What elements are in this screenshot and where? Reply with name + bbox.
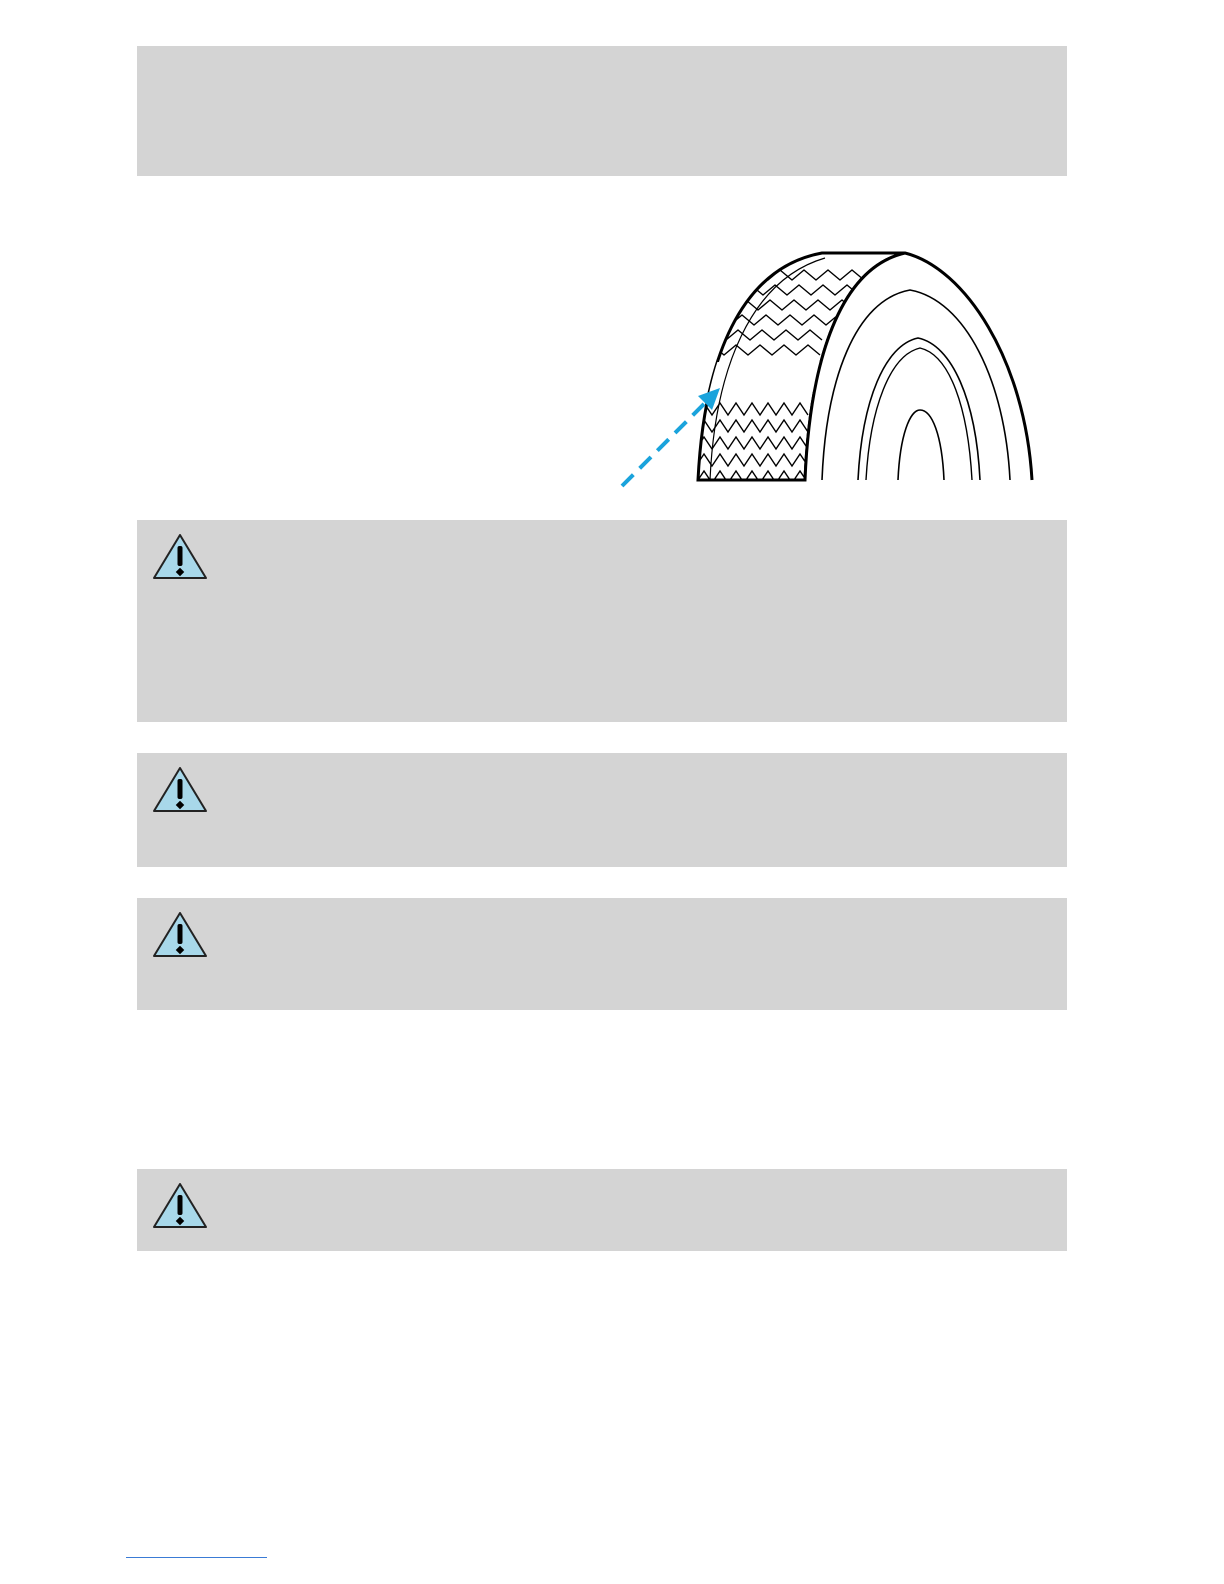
header-panel [137, 46, 1067, 176]
warning-triangle-icon [151, 910, 209, 960]
warning-panel [137, 753, 1067, 867]
warning-panel [137, 520, 1067, 722]
warning-panel [137, 1169, 1067, 1251]
warning-panel [137, 898, 1067, 1010]
warning-triangle-icon [151, 1181, 209, 1231]
tire-illustration [600, 240, 1050, 500]
warning-triangle-icon [151, 532, 209, 582]
warning-triangle-icon [151, 765, 209, 815]
footer-rule [126, 1557, 267, 1558]
tire-tread-icon [600, 240, 1050, 500]
